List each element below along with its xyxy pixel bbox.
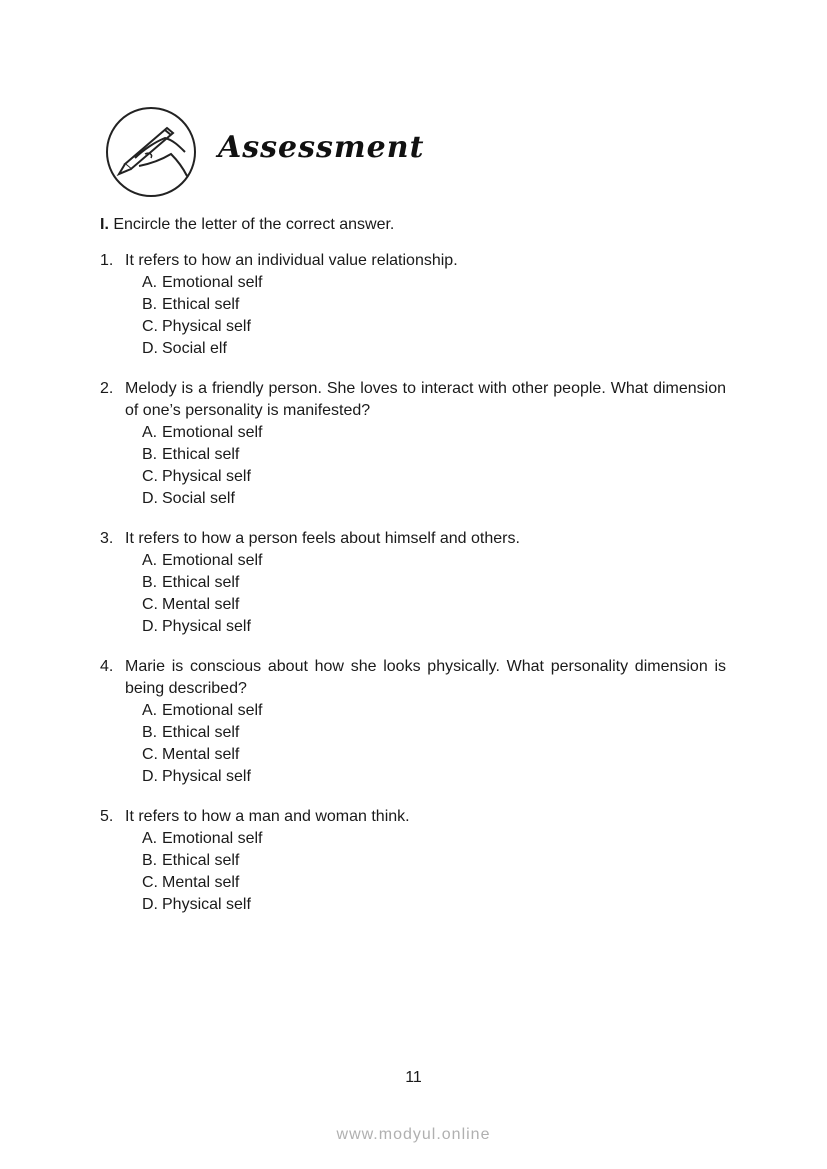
question-2 [100,378,726,510]
option-c[interactable] [142,466,726,488]
option-letter: A. [142,424,158,441]
option-a[interactable] [142,550,726,572]
instruction-label: I. [100,216,109,233]
question-3 [100,528,726,638]
option-text: Physical self [162,768,251,785]
option-b[interactable] [142,722,726,744]
option-text: Social elf [162,340,227,357]
instruction [100,216,394,234]
question-number: 3. [100,530,114,547]
option-letter: D. [142,340,158,357]
option-letter: C. [142,874,158,891]
option-c[interactable] [142,316,726,338]
option-letter: A. [142,830,158,847]
option-text: Ethical self [162,446,240,463]
option-letter: A. [142,274,158,291]
option-letter: D. [142,618,158,635]
option-text: Ethical self [162,724,240,741]
option-text: Social self [162,490,235,507]
question-number: 1. [100,252,114,269]
option-letter: B. [142,852,158,869]
option-a[interactable] [142,828,726,850]
option-text: Physical self [162,896,251,913]
question-text: It refers to how an individual value relationship. [125,252,458,269]
option-text: Emotional self [162,830,263,847]
question-4 [100,656,726,788]
writing-hand-icon [105,106,197,198]
page-number: 11 [405,1069,422,1086]
option-b[interactable] [142,444,726,466]
question-text: It refers to how a person feels about himself and others. [125,530,520,547]
option-letter: C. [142,318,158,335]
option-a[interactable] [142,272,726,294]
option-text: Mental self [162,874,240,891]
question-text: Melody is a friendly person. She loves to interact with other people. What dimension of one’s personality is manifested? [125,380,726,419]
option-text: Emotional self [162,424,263,441]
option-a[interactable] [142,422,726,444]
watermark: www.modyul.online [336,1126,491,1143]
option-letter: B. [142,296,158,313]
option-letter: A. [142,552,158,569]
option-letter: C. [142,596,158,613]
option-d[interactable] [142,488,726,510]
option-text: Physical self [162,318,251,335]
option-text: Mental self [162,596,240,613]
option-c[interactable] [142,594,726,616]
option-text: Ethical self [162,296,240,313]
option-text: Emotional self [162,274,263,291]
option-text: Emotional self [162,552,263,569]
option-text: Physical self [162,468,251,485]
option-letter: D. [142,490,158,507]
option-text: Ethical self [162,574,240,591]
question-number: 5. [100,808,114,825]
option-a[interactable] [142,700,726,722]
question-text: Marie is conscious about how she looks physically. What personality dimension is being described? [125,658,726,697]
option-text: Physical self [162,618,251,635]
question-list [100,250,726,934]
option-letter: B. [142,446,158,463]
option-b[interactable] [142,572,726,594]
question-number: 2. [100,380,114,397]
option-b[interactable] [142,850,726,872]
option-text: Emotional self [162,702,263,719]
page-title: Assessment [218,130,425,165]
option-text: Mental self [162,746,240,763]
option-c[interactable] [142,872,726,894]
option-letter: A. [142,702,158,719]
option-b[interactable] [142,294,726,316]
question-5 [100,806,726,916]
instruction-text: Encircle the letter of the correct answer. [113,216,395,233]
option-letter: B. [142,574,158,591]
option-letter: B. [142,724,158,741]
option-letter: C. [142,468,158,485]
question-1 [100,250,726,360]
option-text: Ethical self [162,852,240,869]
option-c[interactable] [142,744,726,766]
option-d[interactable] [142,338,726,360]
question-number: 4. [100,658,114,675]
option-letter: C. [142,746,158,763]
option-letter: D. [142,768,158,785]
question-text: It refers to how a man and woman think. [125,808,410,825]
option-d[interactable] [142,894,726,916]
option-d[interactable] [142,616,726,638]
option-d[interactable] [142,766,726,788]
option-letter: D. [142,896,158,913]
